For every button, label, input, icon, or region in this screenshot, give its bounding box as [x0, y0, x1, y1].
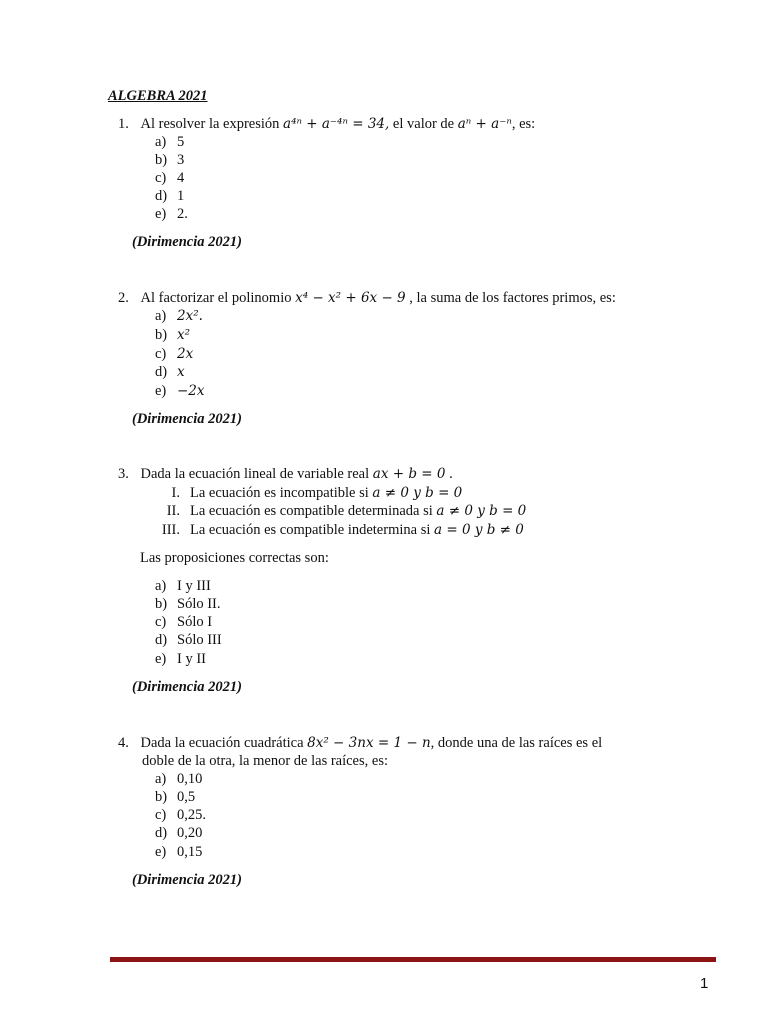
option-b: b) 3	[155, 152, 185, 168]
option-a: a) 0,10	[155, 771, 203, 787]
math-expression: 8x² − 3nx = 1 − n	[307, 735, 431, 751]
option-a: a) 2x².	[155, 308, 203, 324]
option-d: d) Sólo III	[155, 632, 222, 648]
source-note: (Dirimencia 2021)	[132, 234, 242, 250]
question-2-stem	[118, 289, 616, 307]
question-number: 4.	[118, 735, 129, 751]
question-4-stem	[118, 734, 602, 752]
math-expression: x⁴ − x² + 6x − 9	[295, 290, 406, 306]
page-title: ALGEBRA 2021	[108, 88, 208, 104]
question-text: , es:	[511, 116, 536, 132]
question-text: Dada la ecuación lineal de variable real	[140, 466, 373, 482]
option-d: d) 0,20	[155, 825, 203, 841]
prompt-text: Las proposiciones correctas son:	[140, 550, 329, 566]
option-c: c) 2x	[155, 346, 194, 362]
math-expression: a⁴ⁿ + a⁻⁴ⁿ = 34,	[283, 116, 390, 132]
question-number: 1.	[118, 116, 129, 132]
question-text: Dada la ecuación cuadrática	[140, 735, 308, 751]
page-number: 1	[700, 975, 709, 992]
source-note: (Dirimencia 2021)	[132, 411, 242, 427]
math-expression: ax + b = 0	[372, 466, 446, 482]
question-text: .	[445, 466, 453, 482]
option-e: e) −2x	[155, 383, 205, 399]
option-b: b) Sólo II.	[155, 596, 221, 612]
option-c: c) 4	[155, 170, 185, 186]
question-text: , donde una de las raíces es el	[430, 735, 603, 751]
question-text: Al resolver la expresión	[140, 116, 284, 132]
question-text: Al factorizar el polinomio	[140, 290, 296, 306]
question-number: 3.	[118, 466, 129, 482]
option-e: e) 0,15	[155, 844, 203, 860]
proposition-3: III. La ecuación es compatible indetermina si a = 0 y b ≠ 0	[161, 522, 524, 538]
option-e: e) 2.	[155, 206, 188, 222]
option-d: d) 1	[155, 188, 185, 204]
option-a: a) 5	[155, 134, 185, 150]
option-d: d) x	[155, 364, 185, 380]
question-1-stem	[118, 115, 535, 133]
question-3-stem	[118, 465, 453, 483]
option-e: e) I y II	[155, 651, 206, 667]
option-a: a) I y III	[155, 578, 211, 594]
option-b: b) 0,5	[155, 789, 196, 805]
question-text-line2: doble de la otra, la menor de las raíces, es:	[142, 753, 388, 769]
question-number: 2.	[118, 290, 129, 306]
source-note: (Dirimencia 2021)	[132, 679, 242, 695]
option-c: c) Sólo I	[155, 614, 213, 630]
footer-divider	[110, 957, 716, 962]
source-note: (Dirimencia 2021)	[132, 872, 242, 888]
question-text: , la suma de los factores primos, es:	[405, 290, 616, 306]
option-b: b) x²	[155, 327, 191, 343]
proposition-1: I. La ecuación es incompatible si a ≠ 0 y b = 0	[171, 485, 463, 501]
option-c: c) 0,25.	[155, 807, 206, 823]
proposition-2: II. La ecuación es compatible determinada si a ≠ 0 y b = 0	[166, 503, 527, 519]
math-expression: aⁿ + a⁻ⁿ	[457, 116, 512, 132]
question-text: el valor de	[389, 116, 458, 132]
